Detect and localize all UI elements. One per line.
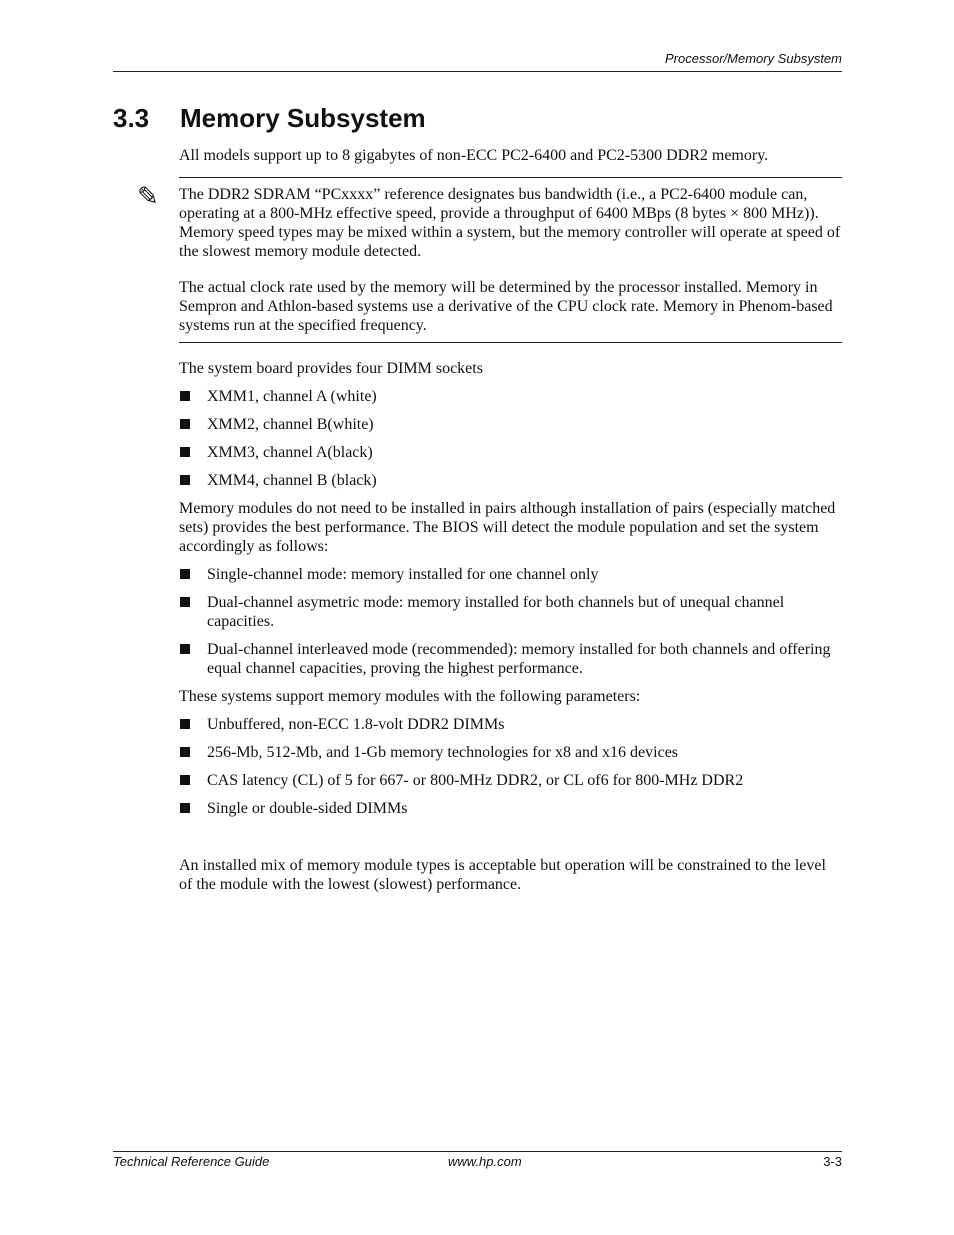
intro-paragraph: All models support up to 8 gigabytes of non-ECC PC2-6400 and PC2-5300 DDR2 memory. bbox=[179, 147, 769, 164]
dimm-lead: The system board provides four DIMM sockets bbox=[179, 360, 483, 377]
list-item bbox=[179, 743, 842, 762]
list-item-text: XMM2, channel B(white) bbox=[207, 416, 374, 433]
body-content bbox=[137, 146, 842, 894]
header-rule bbox=[113, 71, 842, 72]
channel-mode-list bbox=[179, 565, 842, 678]
section-number: 3.3 bbox=[113, 103, 150, 133]
section-title: Memory Subsystem bbox=[180, 103, 426, 133]
list-item-text: CAS latency (CL) of 5 for 667- or 800-MHz DDR2, or CL of6 for 800-MHz DDR2 bbox=[207, 772, 744, 789]
square-bullet-icon bbox=[180, 644, 190, 654]
page-number: 3-3 bbox=[823, 1154, 842, 1169]
square-bullet-icon bbox=[180, 475, 190, 485]
page-footer bbox=[113, 1153, 842, 1171]
list-item bbox=[179, 640, 842, 678]
footer-rule bbox=[113, 1151, 842, 1152]
list-item-text: XMM4, channel B (black) bbox=[207, 472, 377, 489]
closing-paragraph: An installed mix of memory module types is acceptable but operation will be constrained to the level of the module with the lowest (slowest) performance. bbox=[179, 857, 826, 893]
square-bullet-icon bbox=[180, 597, 190, 607]
note-box bbox=[137, 177, 842, 343]
footer-url: www.hp.com bbox=[448, 1154, 522, 1169]
list-item-text: Dual-channel interleaved mode (recommended): memory installed for both channels and offering equal channel capacities, proving the highest performance. bbox=[207, 641, 831, 677]
list-item bbox=[179, 415, 842, 434]
list-item-text: 256-Mb, 512-Mb, and 1-Gb memory technologies for x8 and x16 devices bbox=[207, 744, 679, 761]
list-item bbox=[179, 799, 842, 818]
footer-guide-title: Technical Reference Guide bbox=[113, 1154, 270, 1169]
list-item bbox=[179, 593, 842, 631]
note-paragraph-2: The actual clock rate used by the memory will be determined by the processor installed. Memory in Sempron and Athlon-based systems use a derivative of the CPU clock rate. Memory in Phenom-based systems run at the specified frequency. bbox=[179, 279, 833, 334]
pencil-note-icon: ✎ bbox=[137, 182, 159, 212]
list-item bbox=[179, 715, 842, 734]
list-item-text: XMM3, channel A(black) bbox=[207, 444, 373, 461]
list-item bbox=[179, 387, 842, 406]
list-item-text: XMM1, channel A (white) bbox=[207, 388, 377, 405]
params-lead: These systems support memory modules with the following parameters: bbox=[179, 688, 641, 705]
running-header: Processor/Memory Subsystem bbox=[665, 51, 842, 66]
square-bullet-icon bbox=[180, 747, 190, 757]
list-item-text: Single or double-sided DIMMs bbox=[207, 800, 408, 817]
list-item-text: Single-channel mode: memory installed for one channel only bbox=[207, 566, 599, 583]
note-paragraph-1: The DDR2 SDRAM “PCxxxx” reference designates bus bandwidth (i.e., a PC2-6400 module can, operating at a 800-MHz effective speed, provide a throughput of 6400 MBps (8 bytes × 800 MHz)). Memory speed types may be mixed within a system, but the memory controller will operate at speed of the slowest memory module detected. bbox=[179, 186, 841, 260]
list-item bbox=[179, 771, 842, 790]
dimm-socket-list bbox=[179, 387, 842, 490]
list-item bbox=[179, 471, 842, 490]
square-bullet-icon bbox=[180, 419, 190, 429]
list-item bbox=[179, 443, 842, 462]
square-bullet-icon bbox=[180, 569, 190, 579]
square-bullet-icon bbox=[180, 803, 190, 813]
square-bullet-icon bbox=[180, 775, 190, 785]
list-item bbox=[179, 565, 842, 584]
square-bullet-icon bbox=[180, 719, 190, 729]
module-parameter-list bbox=[179, 715, 842, 818]
modes-lead: Memory modules do not need to be installed in pairs although installation of pairs (especially matched sets) provides the best performance. The BIOS will detect the module population and set the system accordingly as follows: bbox=[179, 500, 836, 555]
list-item-text: Dual-channel asymetric mode: memory installed for both channels but of unequal channel capacities. bbox=[207, 594, 785, 630]
square-bullet-icon bbox=[180, 391, 190, 401]
square-bullet-icon bbox=[180, 447, 190, 457]
section-heading bbox=[113, 100, 426, 136]
list-item-text: Unbuffered, non-ECC 1.8-volt DDR2 DIMMs bbox=[207, 716, 505, 733]
